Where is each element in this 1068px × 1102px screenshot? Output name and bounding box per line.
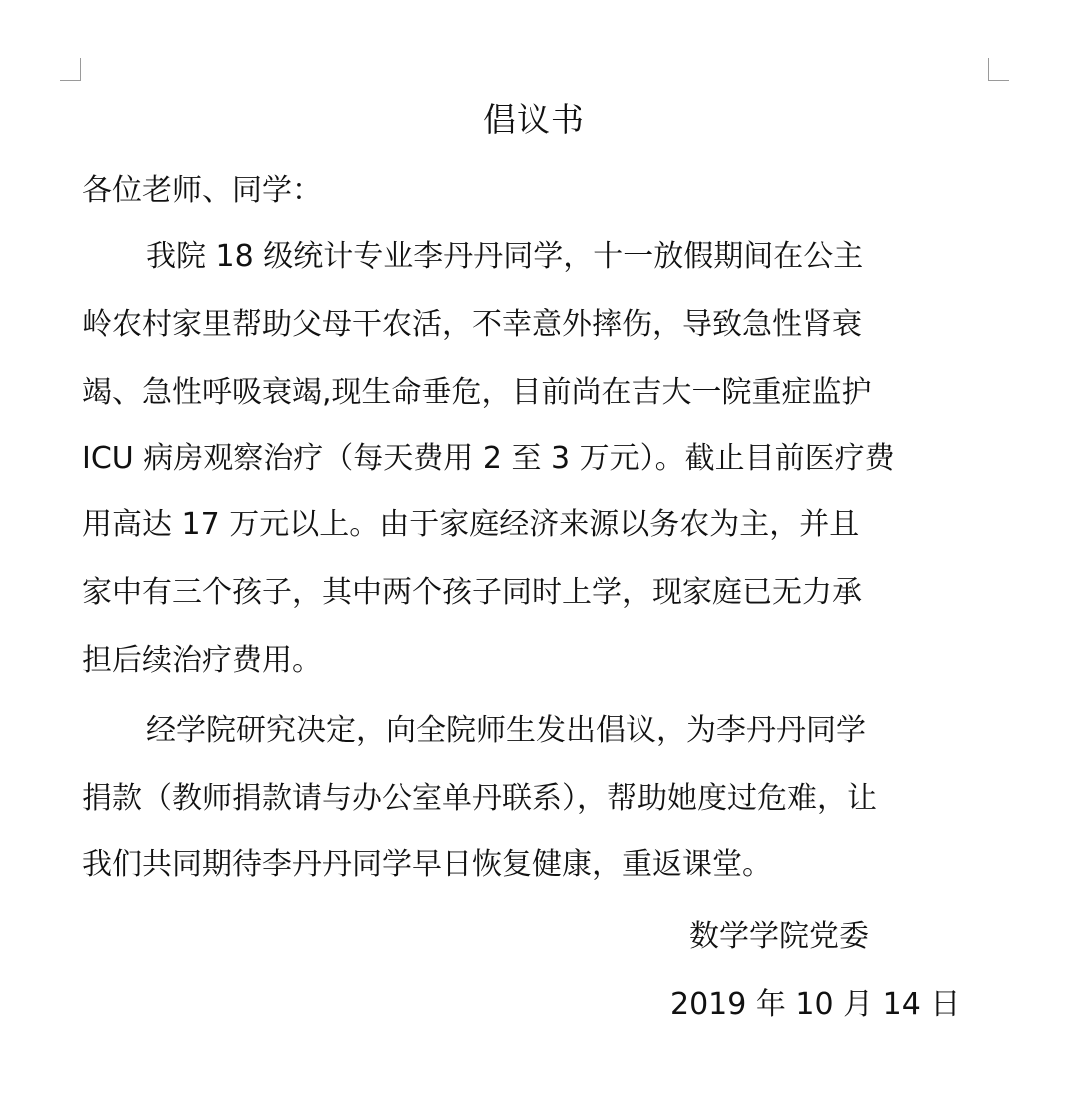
body-line: 我们共同期待李丹丹同学早日恢复健康，重返课堂。 (82, 847, 772, 882)
signature-organization: 数学学院党委 (689, 919, 869, 954)
salutation: 各位老师、同学： (82, 173, 322, 208)
body-line: 捐款（教师捐款请与办公室单丹联系），帮助她度过危难，让 (82, 781, 877, 816)
body-line: 用高达 17 万元以上。由于家庭经济来源以务农为主，并且 (82, 507, 860, 542)
body-line: 竭、急性呼吸衰竭,现生命垂危，目前尚在吉大一院重症监护 (82, 375, 872, 410)
page-corner-mark-top-left (60, 58, 81, 81)
signature-date: 2019 年 10 月 14 日 (670, 987, 961, 1022)
body-line: 岭农村家里帮助父母干农活，不幸意外摔伤，导致急性肾衰 (82, 307, 862, 342)
document-title: 倡议书 (483, 100, 585, 139)
body-line: 担后续治疗费用。 (82, 643, 322, 678)
body-line: 经学院研究决定，向全院师生发出倡议，为李丹丹同学 (146, 713, 866, 748)
body-line: 家中有三个孩子，其中两个孩子同时上学，现家庭已无力承 (82, 575, 862, 610)
body-line: ICU 病房观察治疗（每天费用 2 至 3 万元）。截止目前医疗费 (82, 441, 895, 476)
body-line: 我院 18 级统计专业李丹丹同学，十一放假期间在公主 (146, 239, 864, 274)
page-corner-mark-top-right (988, 58, 1009, 81)
